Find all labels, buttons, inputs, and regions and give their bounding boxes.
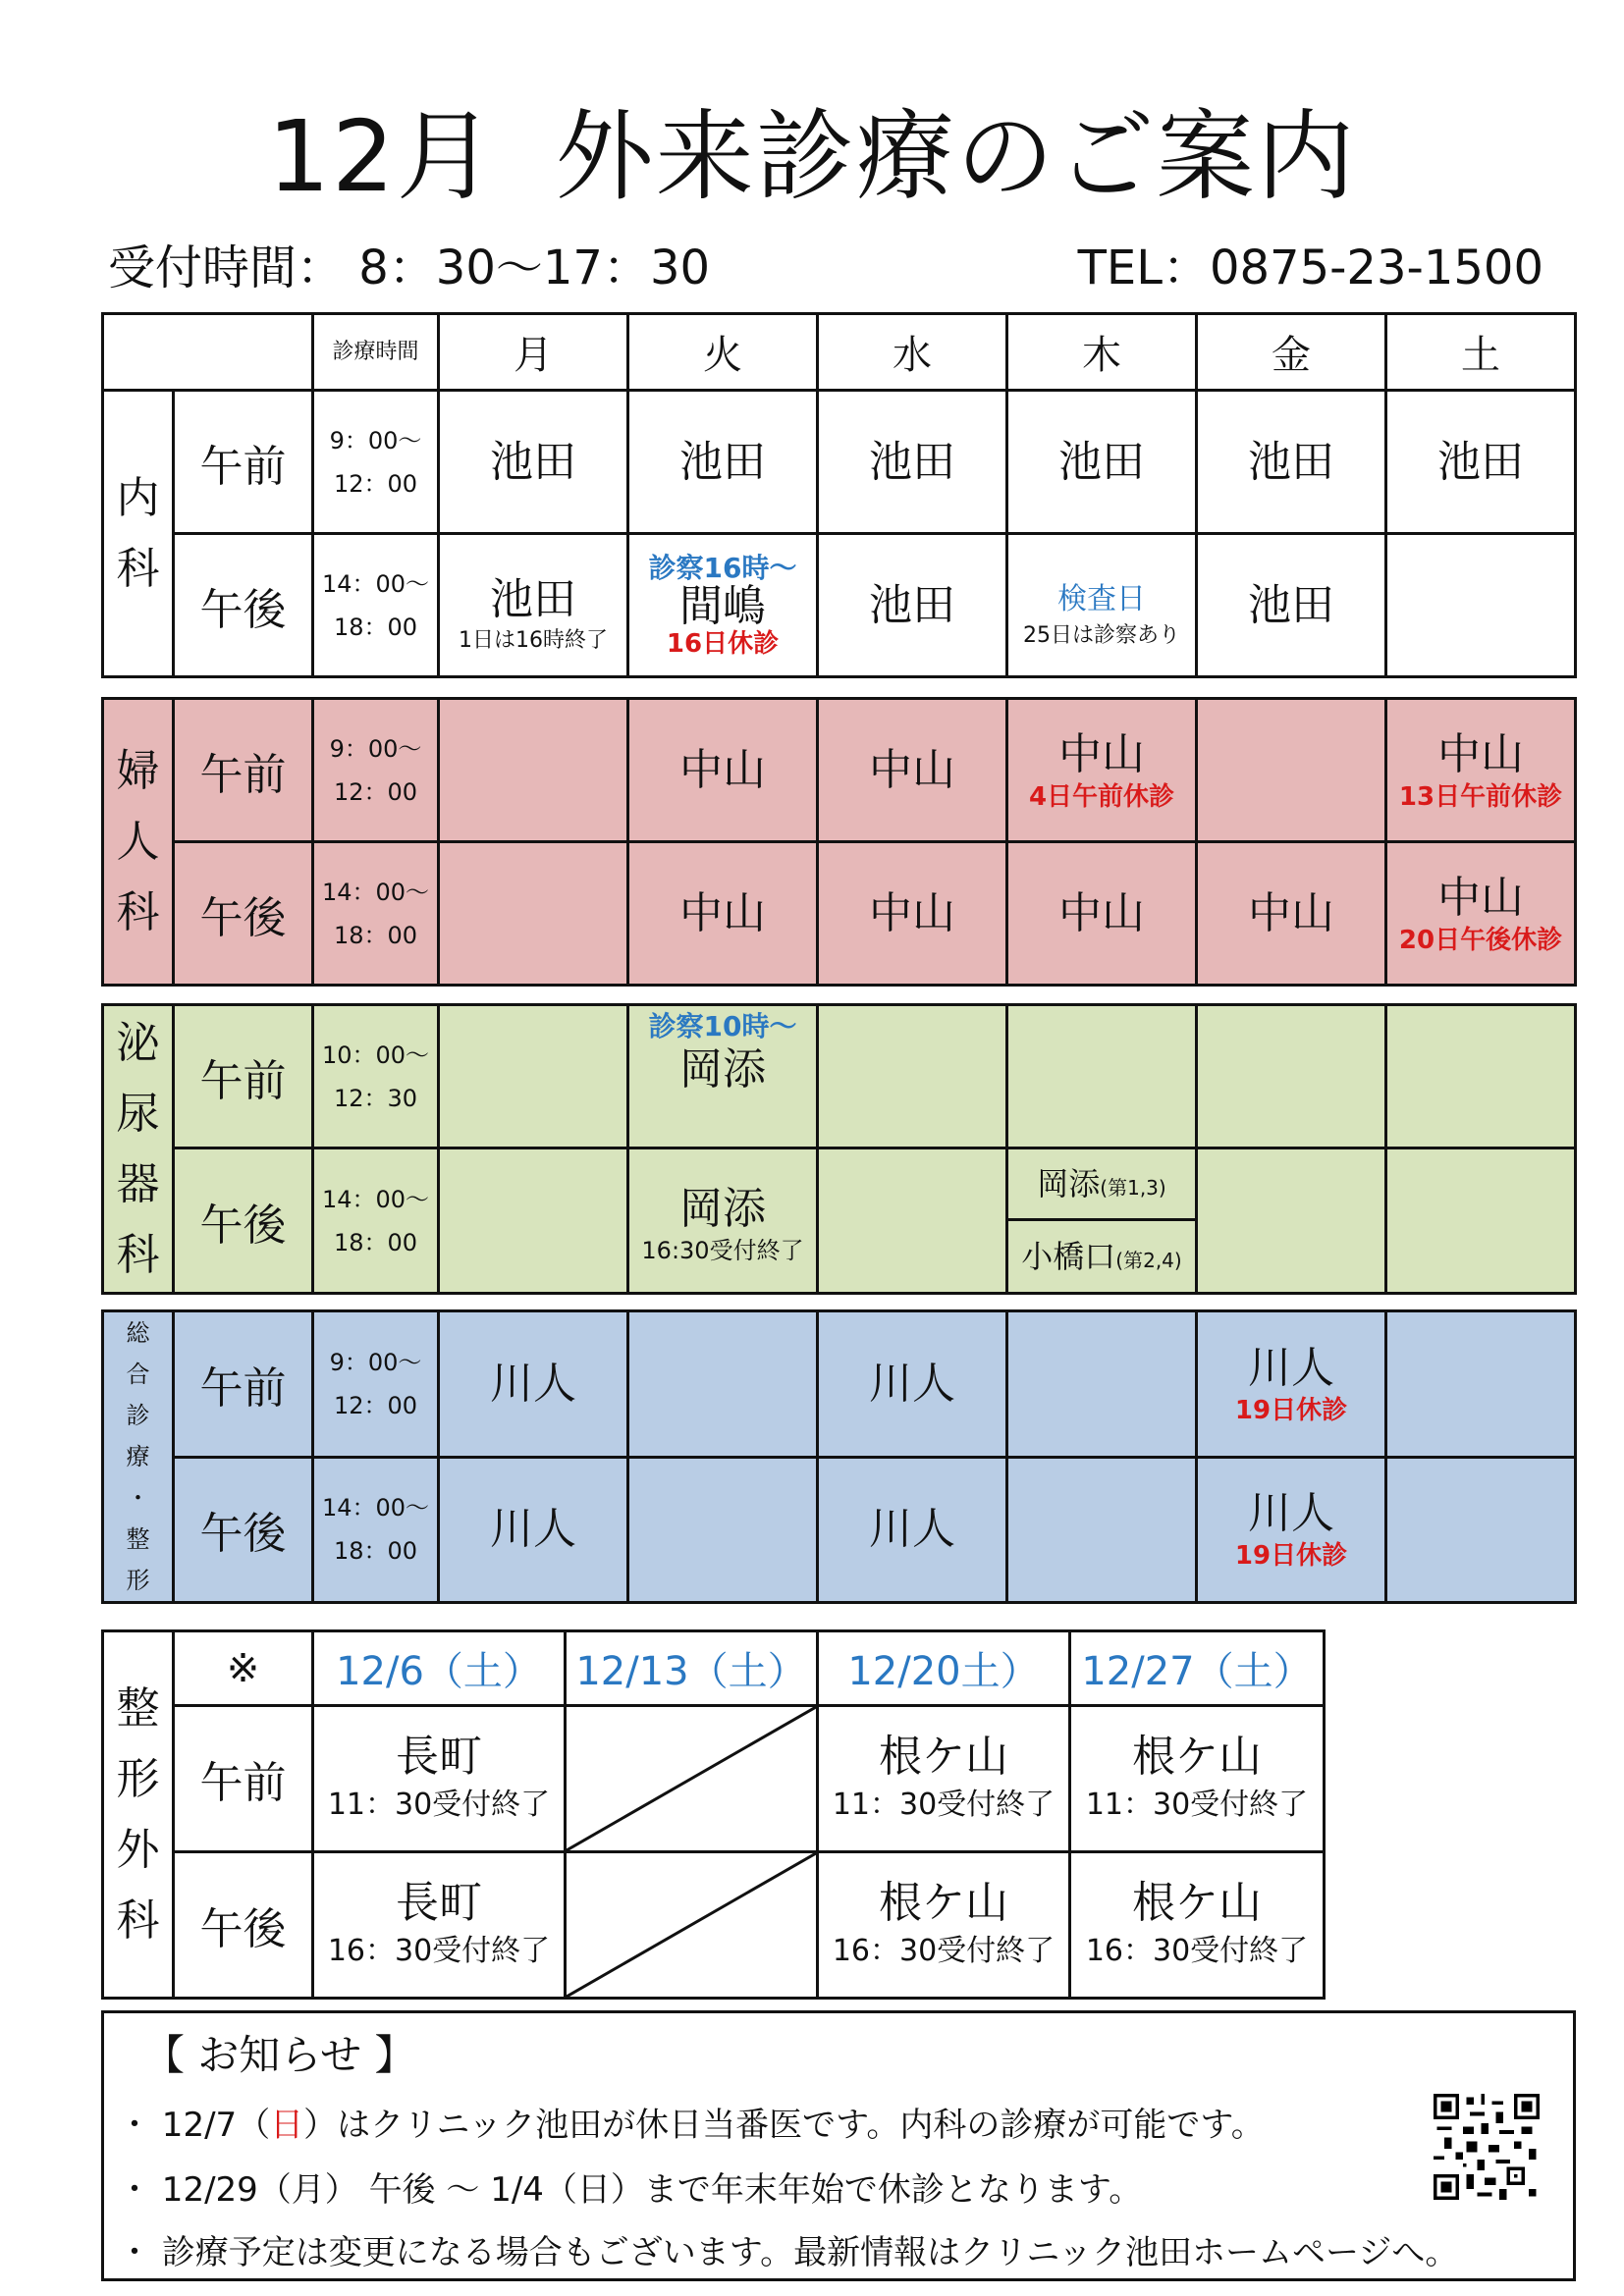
notice-line-2: ・ 12/29（月） 午後 ～ 1/4（日）まで年末年始で休診となります。 xyxy=(118,2170,1143,2210)
uro-pm-sat xyxy=(1386,1148,1576,1294)
ortho-date-3: 12/20土） xyxy=(818,1631,1070,1706)
gyn-am-tue: 中山 xyxy=(628,699,818,842)
title-month: 12月 xyxy=(267,99,497,214)
reception-hours: 受付時間： 8：30～17：30 xyxy=(108,240,711,295)
gyn-pm-fri: 中山 xyxy=(1197,842,1386,986)
ortho-pm-4: 根ケ山 16：30受付終了 xyxy=(1070,1852,1325,1999)
internal-am-sat: 池田 xyxy=(1386,391,1576,534)
internal-medicine-table xyxy=(101,312,1577,678)
pm-time: 14：00～ 18：00 xyxy=(313,534,439,677)
ortho-am-2-closed xyxy=(566,1706,818,1852)
internal-pm-fri: 池田 xyxy=(1197,534,1386,677)
notice-line-3: ・ 診療予定は変更になる場合もございます。最新情報はクリニック池田ホームページへ。 xyxy=(118,2233,1459,2272)
dept-urology: 泌 尿 器 科 xyxy=(103,1005,174,1294)
internal-pm-sat xyxy=(1386,534,1576,677)
ortho-date-1: 12/6（土） xyxy=(313,1631,566,1706)
gyn-pm-tue: 中山 xyxy=(628,842,818,986)
internal-pm-mon: 池田 1日は16時終了 xyxy=(439,534,628,677)
uro-thu-slot-2: 小橋口(第2,4) xyxy=(1021,1238,1182,1275)
gen-am-fri: 川人 19日休診 xyxy=(1197,1311,1386,1458)
gyn-am-wed: 中山 xyxy=(818,699,1007,842)
dept-internal xyxy=(103,391,174,677)
gen-pm-tue xyxy=(628,1457,818,1603)
pm-label: 午後 xyxy=(174,534,313,677)
dept-general: 総 合 診 療 ・ 整 形 xyxy=(103,1311,174,1603)
uro-am-wed xyxy=(818,1005,1007,1148)
day-wed: 水 xyxy=(818,314,1007,391)
time-header: 診療時間 xyxy=(313,314,439,391)
internal-am-thu: 池田 xyxy=(1007,391,1197,534)
uro-am-mon xyxy=(439,1005,628,1148)
pm-label: 午後 xyxy=(174,1148,313,1294)
orthopedics-table xyxy=(101,1629,1326,2000)
internal-am-mon: 池田 xyxy=(439,391,628,534)
day-sat: 土 xyxy=(1386,314,1576,391)
ortho-pm-3: 根ケ山 16：30受付終了 xyxy=(818,1852,1070,1999)
gen-pm-wed: 川人 xyxy=(818,1457,1007,1603)
telephone: TEL：0875-23-1500 xyxy=(1077,240,1543,295)
gyn-am-sat: 中山 13日午前休診 xyxy=(1386,699,1576,842)
ortho-mark: ※ xyxy=(174,1631,313,1706)
uro-pm-thu xyxy=(1007,1148,1197,1294)
uro-thu-slot-1: 岡添(第1,3) xyxy=(1008,1149,1195,1221)
gen-pm-fri: 川人 19日休診 xyxy=(1197,1457,1386,1603)
gyn-am-mon xyxy=(439,699,628,842)
page-title xyxy=(0,98,1624,216)
gyn-pm-thu: 中山 xyxy=(1007,842,1197,986)
dept-orthopedics: 整 形 外 科 xyxy=(103,1631,174,1999)
gen-pm-mon: 川人 xyxy=(439,1457,628,1603)
gynecology-table xyxy=(101,697,1577,987)
notice-box xyxy=(101,2010,1576,2281)
gen-am-wed: 川人 xyxy=(818,1311,1007,1458)
am-time: 9：00～ 12：00 xyxy=(313,1311,439,1458)
ortho-am-1: 長町 11：30受付終了 xyxy=(313,1706,566,1852)
pm-label: 午後 xyxy=(174,842,313,986)
notice-line-1: ・ 12/7（日）はクリニック池田が休日当番医です。内科の診療が可能です。 xyxy=(118,2106,1265,2145)
ortho-am-3: 根ケ山 11：30受付終了 xyxy=(818,1706,1070,1852)
am-label: 午前 xyxy=(174,1311,313,1458)
am-label: 午前 xyxy=(174,1706,313,1852)
ortho-date-4: 12/27（土） xyxy=(1070,1631,1325,1706)
day-tue: 火 xyxy=(628,314,818,391)
dept-char: 科 xyxy=(116,543,160,594)
gen-am-thu xyxy=(1007,1311,1197,1458)
day-mon: 月 xyxy=(439,314,628,391)
uro-am-sat xyxy=(1386,1005,1576,1148)
dept-gynecology: 婦 人 科 xyxy=(103,699,174,986)
day-thu: 木 xyxy=(1007,314,1197,391)
gyn-pm-wed: 中山 xyxy=(818,842,1007,986)
am-label: 午前 xyxy=(174,699,313,842)
ortho-pm-2-closed xyxy=(566,1852,818,1999)
internal-pm-wed: 池田 xyxy=(818,534,1007,677)
gen-pm-thu xyxy=(1007,1457,1197,1603)
internal-am-fri: 池田 xyxy=(1197,391,1386,534)
internal-pm-tue: 診察16時～ 間嶋 16日休診 xyxy=(628,534,818,677)
gyn-am-fri xyxy=(1197,699,1386,842)
internal-am-tue: 池田 xyxy=(628,391,818,534)
dept-char: 内 xyxy=(116,472,160,523)
internal-pm-thu: 検査日 25日は診察あり xyxy=(1007,534,1197,677)
internal-am-wed: 池田 xyxy=(818,391,1007,534)
diagonal-slash xyxy=(567,1707,816,1850)
pm-time: 14：00～ 18：00 xyxy=(313,1457,439,1603)
uro-pm-fri xyxy=(1197,1148,1386,1294)
am-label: 午前 xyxy=(174,1005,313,1148)
am-time: 10：00～ 12：30 xyxy=(313,1005,439,1148)
gyn-pm-sat: 中山 20日午後休診 xyxy=(1386,842,1576,986)
ortho-am-4: 根ケ山 11：30受付終了 xyxy=(1070,1706,1325,1852)
notice-title: 【 お知らせ 】 xyxy=(143,2031,416,2079)
uro-pm-wed xyxy=(818,1148,1007,1294)
gen-pm-sat xyxy=(1386,1457,1576,1603)
pm-time: 14：00～ 18：00 xyxy=(313,842,439,986)
qr-code-icon[interactable] xyxy=(1434,2094,1540,2200)
gen-am-mon: 川人 xyxy=(439,1311,628,1458)
pm-label: 午後 xyxy=(174,1852,313,1999)
pm-label: 午後 xyxy=(174,1457,313,1603)
uro-pm-tue: 岡添 16:30受付終了 xyxy=(628,1148,818,1294)
am-label: 午前 xyxy=(174,391,313,534)
uro-am-fri xyxy=(1197,1005,1386,1148)
pm-time: 14：00～ 18：00 xyxy=(313,1148,439,1294)
uro-pm-mon xyxy=(439,1148,628,1294)
gyn-am-thu: 中山 4日午前休診 xyxy=(1007,699,1197,842)
gen-am-tue xyxy=(628,1311,818,1458)
am-time: 9：00～ 12：00 xyxy=(313,699,439,842)
ortho-pm-1: 長町 16：30受付終了 xyxy=(313,1852,566,1999)
general-medicine-table xyxy=(101,1309,1577,1604)
gen-am-sat xyxy=(1386,1311,1576,1458)
ortho-date-2: 12/13（土） xyxy=(566,1631,818,1706)
urology-table xyxy=(101,1003,1577,1295)
diagonal-slash xyxy=(567,1853,816,1997)
uro-am-tue: 診察10時～ 岡添 xyxy=(628,1005,818,1148)
corner-cell xyxy=(103,314,313,391)
uro-am-thu xyxy=(1007,1005,1197,1148)
day-fri: 金 xyxy=(1197,314,1386,391)
gyn-pm-mon xyxy=(439,842,628,986)
title-text: 外来診療のご案内 xyxy=(555,99,1357,214)
am-time: 9：00～ 12：00 xyxy=(313,391,439,534)
